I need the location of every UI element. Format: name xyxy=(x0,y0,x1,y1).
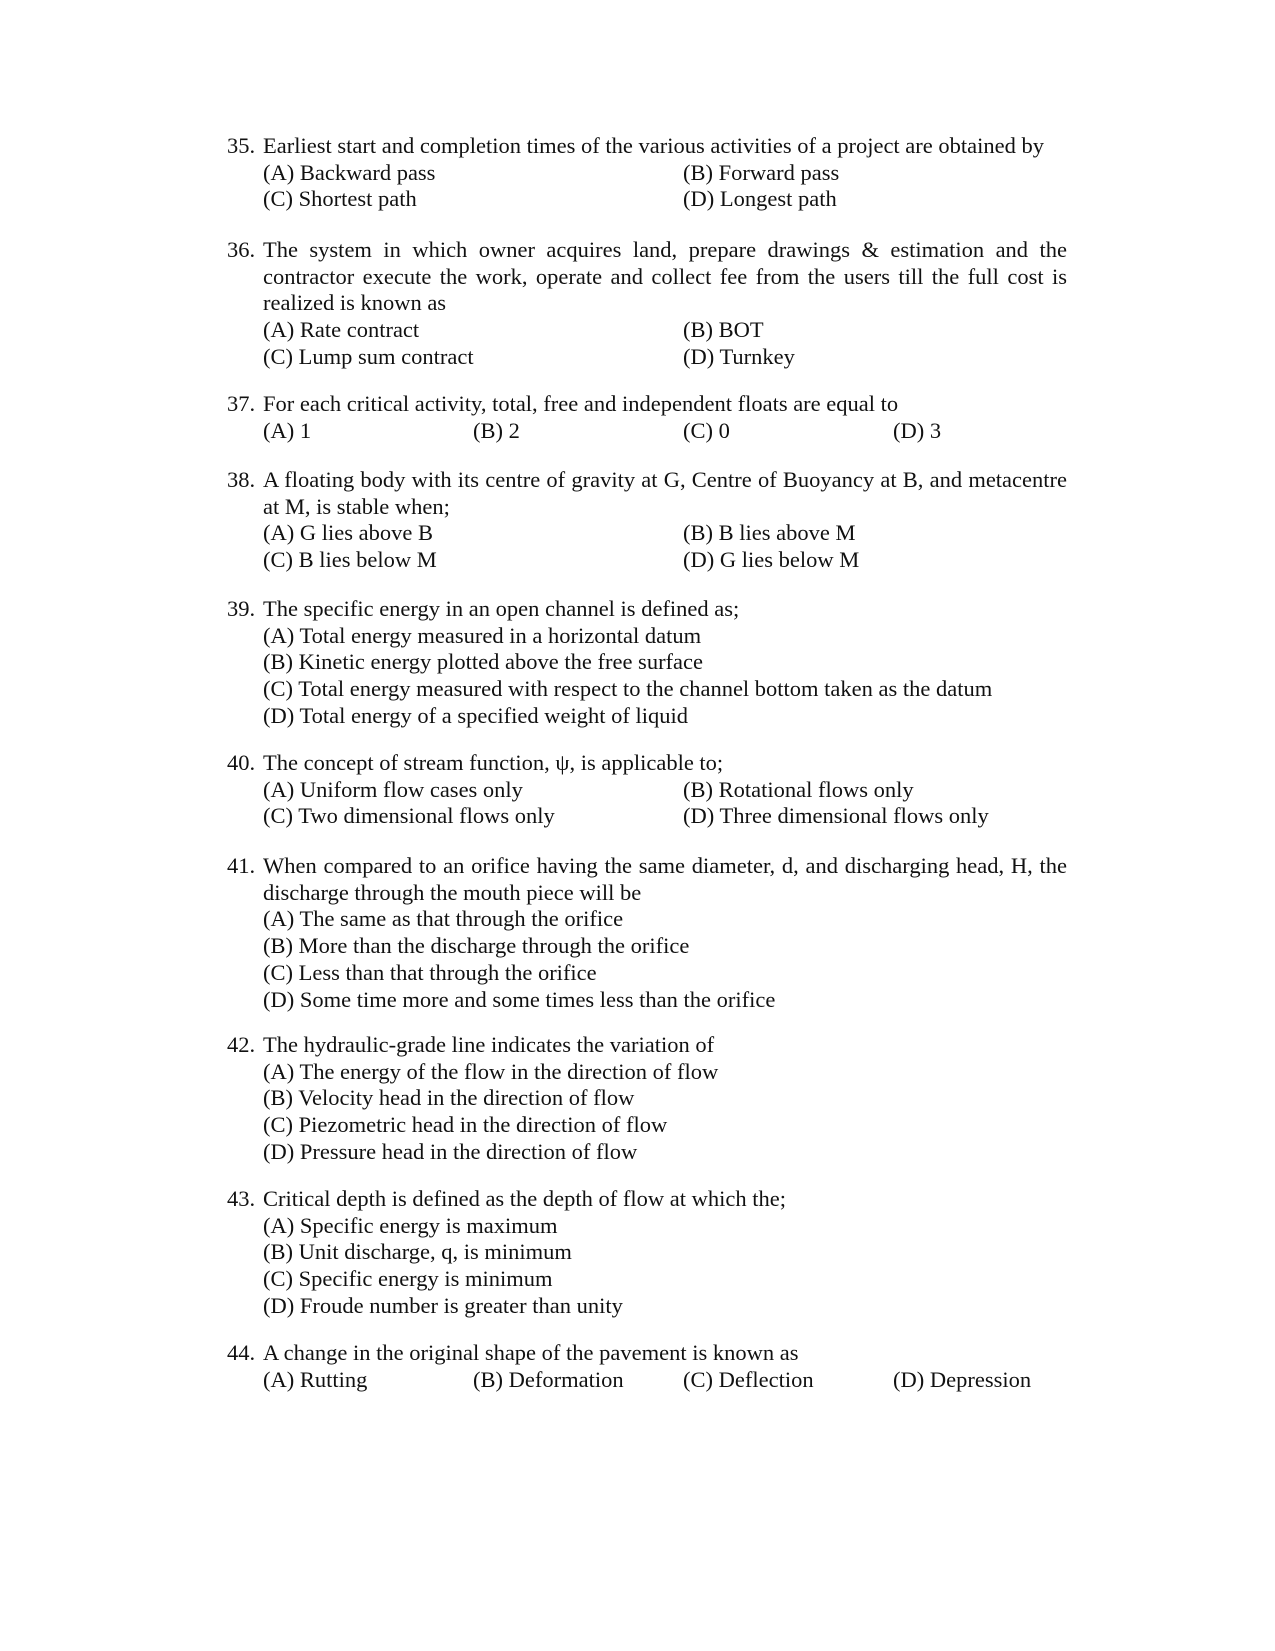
question-stem xyxy=(227,750,1067,777)
option-a: (A) The energy of the flow in the direction of flow xyxy=(263,1058,719,1084)
options xyxy=(263,317,1067,370)
option-a: (A) G lies above B xyxy=(263,520,433,546)
option-c: (C) Piezometric head in the direction of flow xyxy=(263,1112,668,1138)
option-d: (D) Pressure head in the direction of flow xyxy=(263,1138,638,1164)
option-a: (A) Rate contract xyxy=(263,317,420,343)
options xyxy=(263,160,1067,213)
option-d: (D) 3 xyxy=(893,417,942,443)
question-text: A change in the original shape of the pavement is known as xyxy=(263,1340,799,1365)
question-stem xyxy=(227,853,1067,906)
question-text: The system in which owner acquires land, prepare drawings & estimation and the contractor execute the work, operate and collect fee from the users till the full cost is realized is known as xyxy=(263,237,1067,316)
question-39 xyxy=(227,596,1067,730)
option-d: (D) Depression xyxy=(893,1366,1032,1392)
question-38 xyxy=(227,467,1067,574)
option-c: (C) Specific energy is minimum xyxy=(263,1266,553,1292)
question-number: 40. xyxy=(227,750,256,775)
question-number: 43. xyxy=(227,1186,256,1211)
option-b: (B) Rotational flows only xyxy=(683,776,914,802)
question-stem xyxy=(227,1032,1067,1059)
option-b: (B) Unit discharge, q, is minimum xyxy=(263,1239,572,1265)
option-a: (A) Rutting xyxy=(263,1366,368,1392)
question-text: For each critical activity, total, free and independent floats are equal to xyxy=(263,391,899,416)
question-number: 36. xyxy=(227,237,256,262)
question-text: The hydraulic-grade line indicates the variation of xyxy=(263,1032,715,1057)
option-a: (A) Specific energy is maximum xyxy=(263,1212,558,1238)
question-number: 44. xyxy=(227,1340,256,1365)
options xyxy=(263,777,1067,830)
question-number: 35. xyxy=(227,133,256,158)
options xyxy=(263,1059,1067,1166)
question-stem xyxy=(227,1340,1067,1367)
question-number: 39. xyxy=(227,596,256,621)
option-d: (D) G lies below M xyxy=(683,547,860,573)
option-d: (D) Total energy of a specified weight of liquid xyxy=(263,702,688,728)
question-44 xyxy=(227,1340,1067,1393)
question-stem xyxy=(227,237,1067,317)
question-text: When compared to an orifice having the same diameter, d, and discharging head, H, the discharge through the mouth piece will be xyxy=(263,853,1067,905)
options xyxy=(263,520,1067,573)
option-a: (A) The same as that through the orifice xyxy=(263,906,624,932)
options xyxy=(263,1367,1067,1394)
question-stem xyxy=(227,391,1067,418)
question-36 xyxy=(227,237,1067,371)
option-b: (B) 2 xyxy=(473,417,520,443)
question-number: 38. xyxy=(227,467,256,492)
question-stem xyxy=(227,133,1067,160)
question-43 xyxy=(227,1186,1067,1320)
option-c: (C) 0 xyxy=(683,417,730,443)
options xyxy=(263,1213,1067,1320)
option-b: (B) More than the discharge through the orifice xyxy=(263,933,690,959)
option-b: (B) Forward pass xyxy=(683,159,840,185)
option-c: (C) Two dimensional flows only xyxy=(263,803,555,829)
option-d: (D) Longest path xyxy=(683,186,837,212)
question-text: A floating body with its centre of gravity at G, Centre of Buoyancy at B, and metacentre at M, is stable when; xyxy=(263,467,1067,519)
question-stem xyxy=(227,1186,1067,1213)
option-c: (C) Deflection xyxy=(683,1366,814,1392)
option-c: (C) Total energy measured with respect to the channel bottom taken as the datum xyxy=(263,676,993,702)
question-40 xyxy=(227,750,1067,830)
option-b: (B) Deformation xyxy=(473,1366,624,1392)
option-a: (A) Total energy measured in a horizontal datum xyxy=(263,622,702,648)
question-text: Critical depth is defined as the depth of flow at which the; xyxy=(263,1186,786,1211)
option-c: (C) Less than that through the orifice xyxy=(263,959,597,985)
question-42 xyxy=(227,1032,1067,1166)
option-b: (B) BOT xyxy=(683,317,764,343)
question-text: The specific energy in an open channel is defined as; xyxy=(263,596,740,621)
option-b: (B) Velocity head in the direction of flow xyxy=(263,1085,635,1111)
option-d: (D) Three dimensional flows only xyxy=(683,803,989,829)
options xyxy=(263,418,1067,445)
question-number: 41. xyxy=(227,853,256,878)
question-35 xyxy=(227,133,1067,213)
option-d: (D) Some time more and some times less than the orifice xyxy=(263,986,776,1012)
option-c: (C) Lump sum contract xyxy=(263,343,474,369)
option-d: (D) Froude number is greater than unity xyxy=(263,1292,623,1318)
option-a: (A) Backward pass xyxy=(263,159,436,185)
option-d: (D) Turnkey xyxy=(683,343,795,369)
option-a: (A) Uniform flow cases only xyxy=(263,776,523,802)
option-b: (B) B lies above M xyxy=(683,520,856,546)
option-b: (B) Kinetic energy plotted above the free surface xyxy=(263,649,704,675)
option-c: (C) Shortest path xyxy=(263,186,417,212)
options xyxy=(263,623,1067,730)
question-text: Earliest start and completion times of the various activities of a project are obtained by xyxy=(263,133,1044,158)
question-number: 42. xyxy=(227,1032,256,1057)
question-37 xyxy=(227,391,1067,444)
option-c: (C) B lies below M xyxy=(263,547,437,573)
options xyxy=(263,906,1067,1013)
question-41 xyxy=(227,853,1067,1013)
question-text: The concept of stream function, ψ, is applicable to; xyxy=(263,750,724,775)
option-a: (A) 1 xyxy=(263,417,312,443)
question-stem xyxy=(227,596,1067,623)
question-number: 37. xyxy=(227,391,256,416)
question-stem xyxy=(227,467,1067,520)
